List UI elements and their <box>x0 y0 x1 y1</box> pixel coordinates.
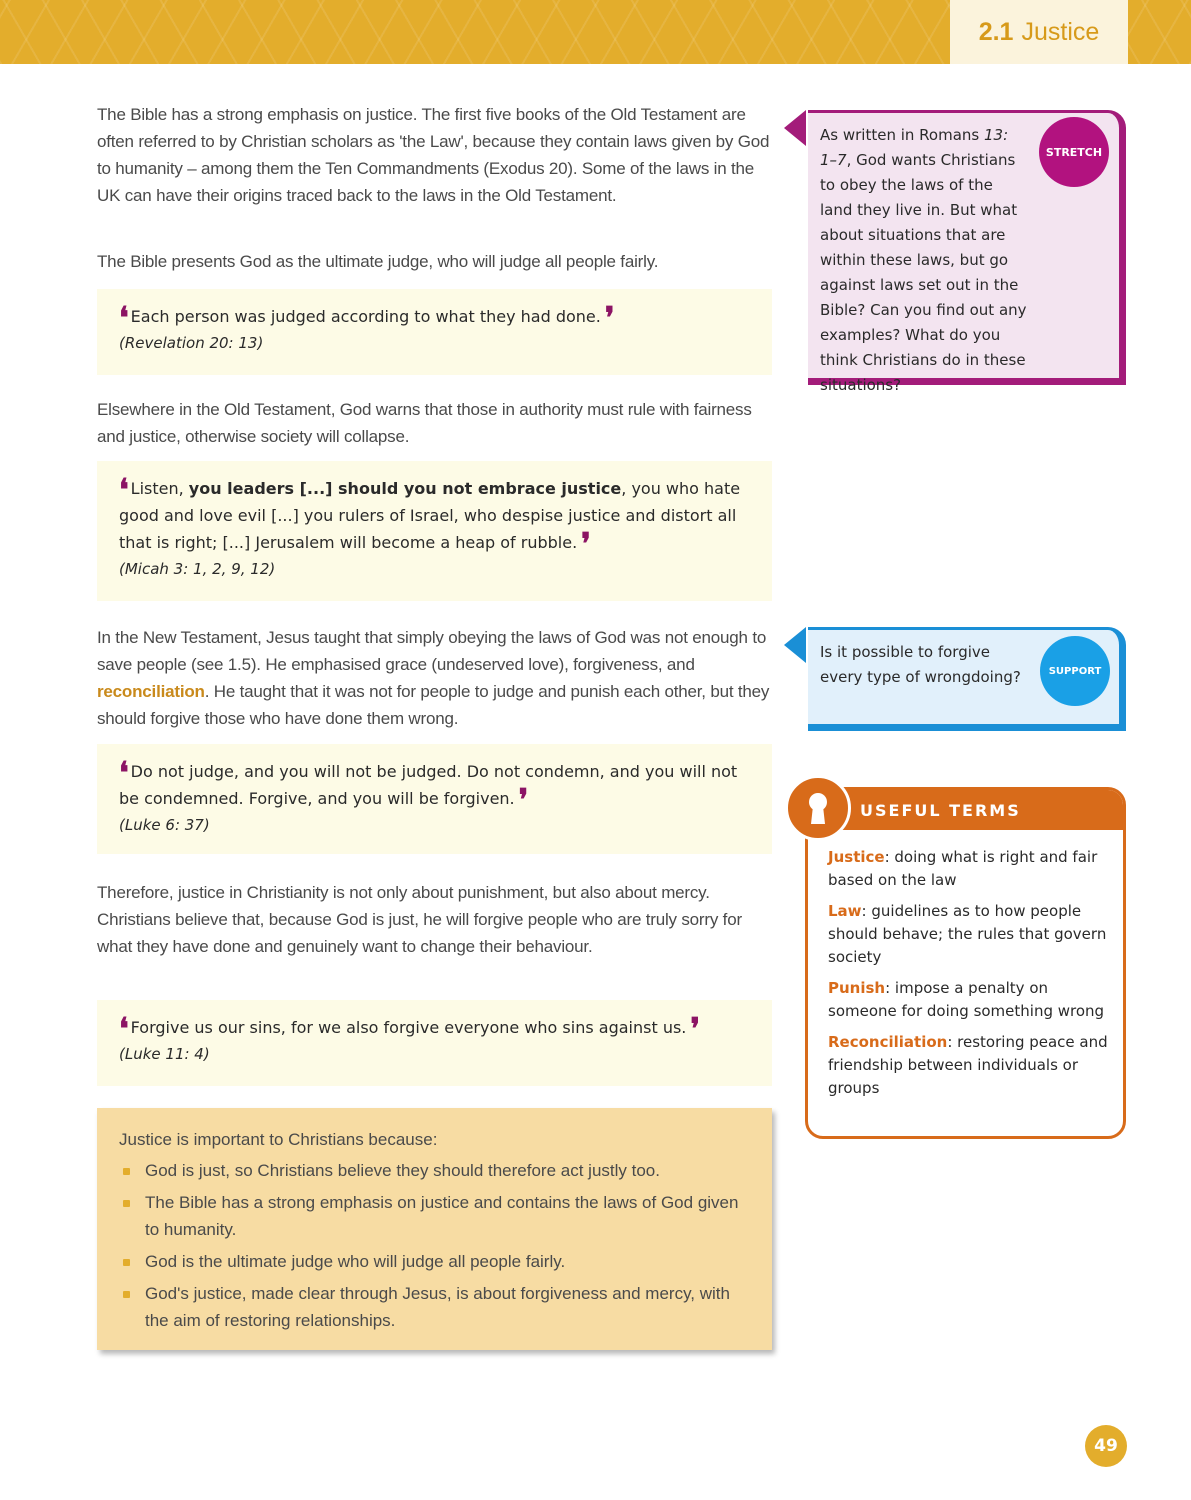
term-entry <box>828 1031 1113 1100</box>
close-quote-icon: ❜ <box>604 301 615 336</box>
stretch-badge: STRETCH <box>1039 117 1109 187</box>
quote-body-end: , you who hate good and love evil [...] you rulers of Israel, who despise justice and distort all that is right; [...] Jerusalem will become a heap of rubble. <box>119 479 741 552</box>
term-definition: : guidelines as to how people should behave; the rules that govern society <box>828 902 1107 966</box>
term-name: Punish <box>828 979 886 997</box>
quote-reference: (Luke 6: 37) <box>119 816 210 834</box>
summary-item-text: God's justice, made clear through Jesus, is about forgiveness and mercy, with the aim of restoring relationships. <box>145 1284 730 1330</box>
bullet-icon <box>123 1259 130 1266</box>
close-quote-icon: ❜ <box>581 527 591 562</box>
section-tab <box>950 0 1128 64</box>
term-entry <box>828 846 1113 892</box>
quote-text <box>119 301 750 336</box>
summary-list <box>119 1157 750 1334</box>
summary-item-text: God is the ultimate judge who will judge all people fairly. <box>145 1252 566 1271</box>
useful-terms-list <box>828 846 1113 1108</box>
quote-body-emphasis: you leaders [...] should you not embrace justice <box>188 479 622 498</box>
term-name: Reconciliation <box>828 1033 948 1051</box>
summary-intro: Justice is important to Christians because: <box>119 1130 438 1149</box>
summary-item <box>119 1157 750 1184</box>
quote-reference: (Micah 3: 1, 2, 9, 12) <box>119 560 276 578</box>
close-quote-icon: ❜ <box>690 1012 701 1047</box>
page-number: 49 <box>1085 1425 1127 1467</box>
paragraph-text: In the New Testament, Jesus taught that simply obeying the laws of God was not enough to save people (see 1.5). He emphasised grace (undeserved love), forgiveness, and <box>97 628 767 674</box>
summary-item-text: The Bible has a strong emphasis on justice and contains the laws of God given to humanity. <box>145 1193 739 1239</box>
quote-body: Do not judge, and you will not be judged. Do not condemn, and you will not be condemned. Forgive, and you will be forgiven. <box>119 762 738 808</box>
term-definition: : restoring peace and friendship between individuals or groups <box>828 1033 1108 1097</box>
key-term-reconciliation: reconciliation <box>97 682 205 701</box>
close-quote-icon: ❜ <box>518 783 529 818</box>
open-quote-icon: ❛ <box>119 301 129 336</box>
summary-item <box>119 1248 750 1275</box>
bullet-icon <box>123 1168 130 1175</box>
summary-item-text: God is just, so Christians believe they should therefore act justly too. <box>145 1161 660 1180</box>
term-name: Justice <box>828 848 885 866</box>
judge-paragraph: The Bible presents God as the ultimate judge, who will judge all people fairly. <box>97 252 659 271</box>
term-entry <box>828 977 1113 1023</box>
term-name: Law <box>828 902 862 920</box>
open-quote-icon: ❛ <box>119 756 129 791</box>
summary-box <box>97 1108 772 1350</box>
section-title: Justice <box>1021 17 1100 46</box>
summary-item <box>119 1280 750 1334</box>
quote-box-luke-6 <box>97 744 772 854</box>
bullet-icon <box>123 1291 130 1298</box>
quote-body-start: Listen, <box>130 479 189 498</box>
support-text: Is it possible to forgive every type of wrongdoing? <box>820 643 1021 686</box>
paragraph-text: . He taught that it was not for people to judge and punish each other, but they should forgive those who have done them wrong. <box>97 682 770 728</box>
stretch-pointer-icon <box>784 110 806 146</box>
term-definition: : doing what is right and fair based on the law <box>828 848 1098 889</box>
new-testament-paragraph <box>97 624 772 732</box>
quote-body: Each person was judged according to what they had done. <box>130 307 601 326</box>
keyhole-icon <box>785 775 851 841</box>
open-quote-icon: ❛ <box>119 1012 129 1047</box>
authority-paragraph: Elsewhere in the Old Testament, God warns that those in authority must rule with fairness and justice, otherwise society will collapse. <box>97 400 752 446</box>
quote-box-luke-11 <box>97 1000 772 1086</box>
term-entry <box>828 900 1113 969</box>
support-pointer-icon <box>784 627 806 663</box>
support-badge: SUPPORT <box>1040 636 1110 706</box>
bullet-icon <box>123 1200 130 1207</box>
section-number: 2.1 <box>978 17 1014 46</box>
quote-text <box>119 1012 750 1047</box>
stretch-text: As written in Romans <box>820 126 984 144</box>
summary-item <box>119 1189 750 1243</box>
intro-paragraph: The Bible has a strong emphasis on justice. The first five books of the Old Testament are often referred to by Christian scholars as 'the Law', because they contain laws given by God to humanity – among them the Ten Commandments (Exodus 20). Some of the laws in the UK can have their origins traced back to the laws in the Old Testament. <box>97 105 770 205</box>
quote-box-micah <box>97 461 772 601</box>
useful-terms-title: USEFUL TERMS <box>808 790 1123 830</box>
useful-terms-box <box>805 787 1126 1139</box>
quote-reference: (Revelation 20: 13) <box>119 334 264 352</box>
quote-text <box>119 473 750 562</box>
stretch-reference: 13: 1–7 <box>820 126 1009 169</box>
open-quote-icon: ❛ <box>119 473 129 508</box>
term-definition: : impose a penalty on someone for doing something wrong <box>828 979 1105 1020</box>
quote-reference: (Luke 11: 4) <box>119 1045 210 1063</box>
mercy-paragraph: Therefore, justice in Christianity is not only about punishment, but also about mercy. Christians believe that, because God is just, he will forgive people who are truly sorry for what they have done and genuinely want to change their behaviour. <box>97 883 742 956</box>
quote-box-revelation <box>97 289 772 375</box>
stretch-text: , God wants Christians to obey the laws of the land they live in. But what about situations that are within these laws, but go against laws set out in the Bible? Can you find out any examples? What do you think Christians do in these situations? <box>820 151 1027 394</box>
quote-body: Forgive us our sins, for we also forgive everyone who sins against us. <box>130 1018 687 1037</box>
quote-text <box>119 756 750 818</box>
